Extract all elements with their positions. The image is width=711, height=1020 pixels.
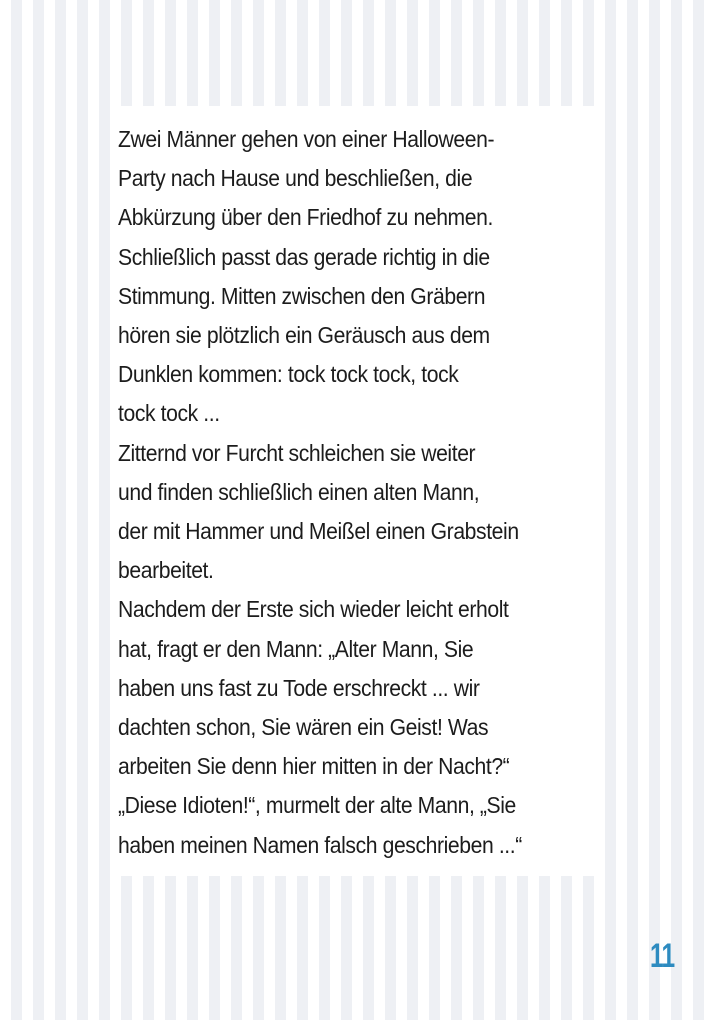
story-line: Stimmung. Mitten zwischen den Gräbern xyxy=(118,282,486,309)
story-line: dachten schon, Sie wären ein Geist! Was xyxy=(118,714,489,741)
story-line: der mit Hammer und Meißel einen Grabstein xyxy=(118,518,519,545)
story-line: Zitternd vor Furcht schleichen sie weiter xyxy=(118,439,476,466)
story-line: und finden schließlich einen alten Mann, xyxy=(118,478,480,505)
story-line: tock tock ... xyxy=(118,400,220,427)
story-line: Abkürzung über den Friedhof zu nehmen. xyxy=(118,204,493,231)
story-line: haben uns fast zu Tode erschreckt ... wir xyxy=(118,674,480,701)
story-line: Zwei Männer gehen von einer Halloween- xyxy=(118,126,495,152)
story-line: Schließlich passt das gerade richtig in die xyxy=(118,243,490,270)
story-line: Dunklen kommen: tock tock tock, tock xyxy=(118,361,459,388)
story-line: Party nach Hause und beschließen, die xyxy=(118,165,473,192)
story-line: „Diese Idioten!“, murmelt der alte Mann, „Sie xyxy=(118,792,516,819)
page-number: 11 xyxy=(650,937,675,975)
story-line: bearbeitet. xyxy=(118,557,214,584)
story-line: Nachdem der Erste sich wieder leicht erholt xyxy=(118,596,509,623)
story-line: arbeiten Sie denn hier mitten in der Nacht?“ xyxy=(118,753,510,780)
story-line: hören sie plötzlich ein Geräusch aus dem xyxy=(118,322,490,349)
story-text-panel xyxy=(110,106,602,876)
story-line: haben meinen Namen falsch geschrieben ...“ xyxy=(118,831,522,858)
story-line: hat, fragt er den Mann: „Alter Mann, Sie xyxy=(118,635,474,662)
